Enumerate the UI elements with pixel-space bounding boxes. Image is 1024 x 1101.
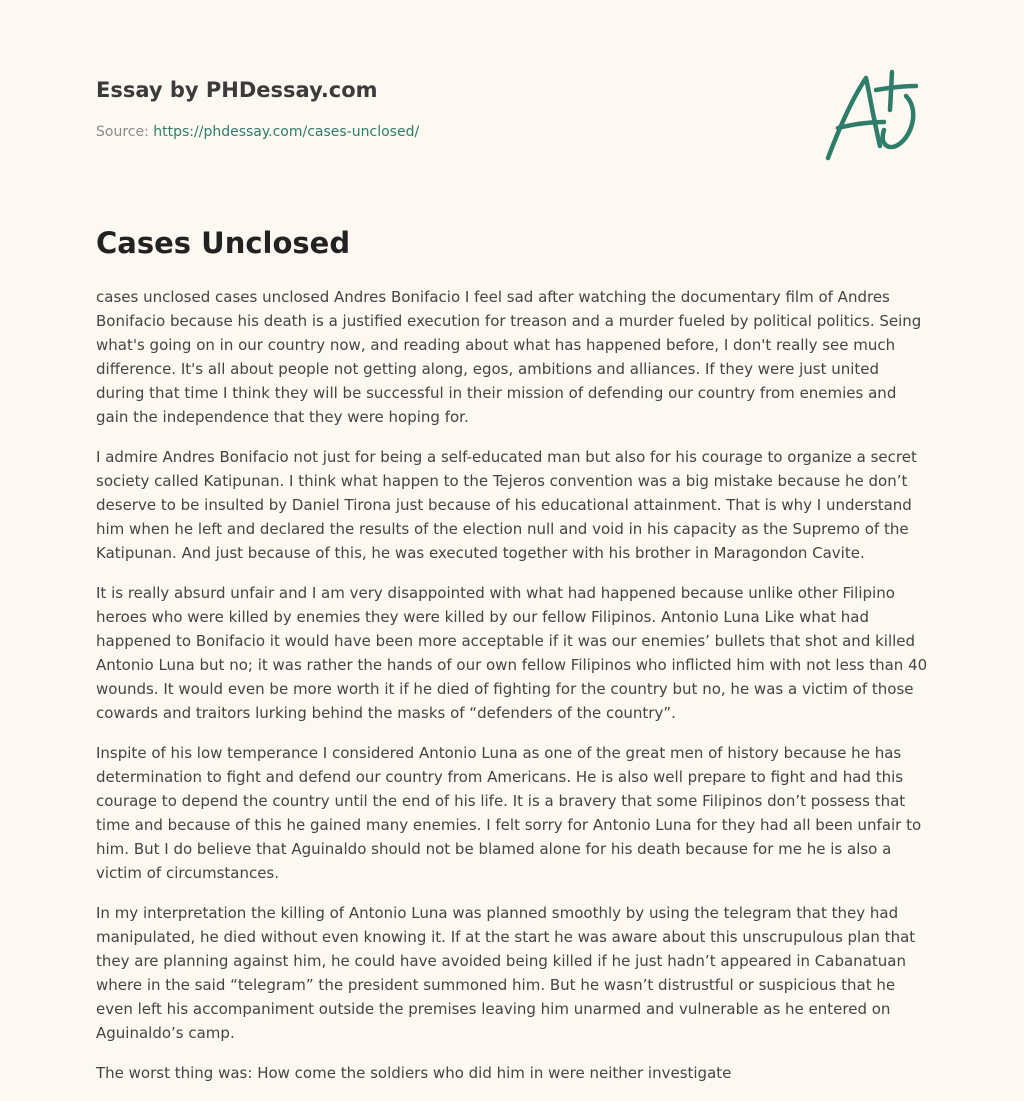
essay-header: [96, 78, 926, 140]
essay-paragraph: cases unclosed cases unclosed Andres Bonifacio I feel sad after watching the documentary film of Andres Bonifacio because his death is a justified execution for treason and a murder fueled by political politics. Seing what's going on in our country now, and reading about what has happened before, I don't really see much difference. It's all about people not getting along, egos, ambitions and alliances. If they were just united during that time I think they will be successful in their mission of defending our country from enemies and gain the independence that they were hoping for.: [96, 288, 922, 426]
essay-paragraph: Inspite of his low temperance I considered Antonio Luna as one of the great men of history because he has determination to fight and defend our country from Americans. He is also well prepare to fight and had this courage to depend the country until the end of his life. It is a bravery that some Filipinos don’t possess that time and because of this he gained many enemies. I felt sorry for Antonio Luna for they had all been unfair to him. But I do believe that Aguinaldo should not be blamed alone for his death because for me he is also a victim of circumstances.: [96, 744, 922, 882]
source-link[interactable]: https://phdessay.com/cases-unclosed/: [153, 124, 420, 140]
essay-title: Cases Unclosed: [96, 226, 351, 260]
essay-body: [96, 285, 928, 1101]
brand-title: Essay by PHDessay.com: [96, 78, 378, 102]
essay-paragraph: It is really absurd unfair and I am very disappointed with what had happened because unlike other Filipino heroes who were killed by enemies they were killed by our fellow Filipinos. Antonio Luna Like what had happened to Bonifacio it would have been more acceptable if it was our enemies’ bullets that shot and killed Antonio Luna but no; it was rather the hands of our own fellow Filipinos who inflicted him with not less than 40 wounds. It would even be more worth it if he died of fighting for the country but no, he was a victim of those cowards and traitors lurking behind the masks of “defenders of the country”.: [96, 584, 928, 722]
source-line: [96, 124, 926, 140]
a-plus-logo-icon: [820, 66, 930, 166]
source-label: Source:: [96, 124, 154, 140]
essay-paragraph: In my interpretation the killing of Antonio Luna was planned smoothly by using the telegram that they had manipulated, he died without even knowing it. If at the start he was aware about this unscrupulous plan that they are planning against him, he could have avoided being killed if he just hadn’t appeared in Cabanatuan where in the said “telegram” the president summoned him. But he wasn’t distrustful or suspicious that he even left his accompaniment outside the premises leaving him unarmed and vulnerable as he entered on Aguinaldo’s camp.: [96, 904, 916, 1042]
essay-paragraph: The worst thing was: How come the soldiers who did him in were neither investigate: [96, 1064, 732, 1082]
essay-paragraph: I admire Andres Bonifacio not just for being a self-educated man but also for his courage to organize a secret society called Katipunan. I think what happen to the Tejeros convention was a big mistake because he don’t deserve to be insulted by Daniel Tirona just because of his educational attainment. That is why I understand him when he left and declared the results of the election null and void in his capacity as the Supremo of the Katipunan. And just because of this, he was executed together with his brother in Maragondon Cavite.: [96, 448, 917, 562]
